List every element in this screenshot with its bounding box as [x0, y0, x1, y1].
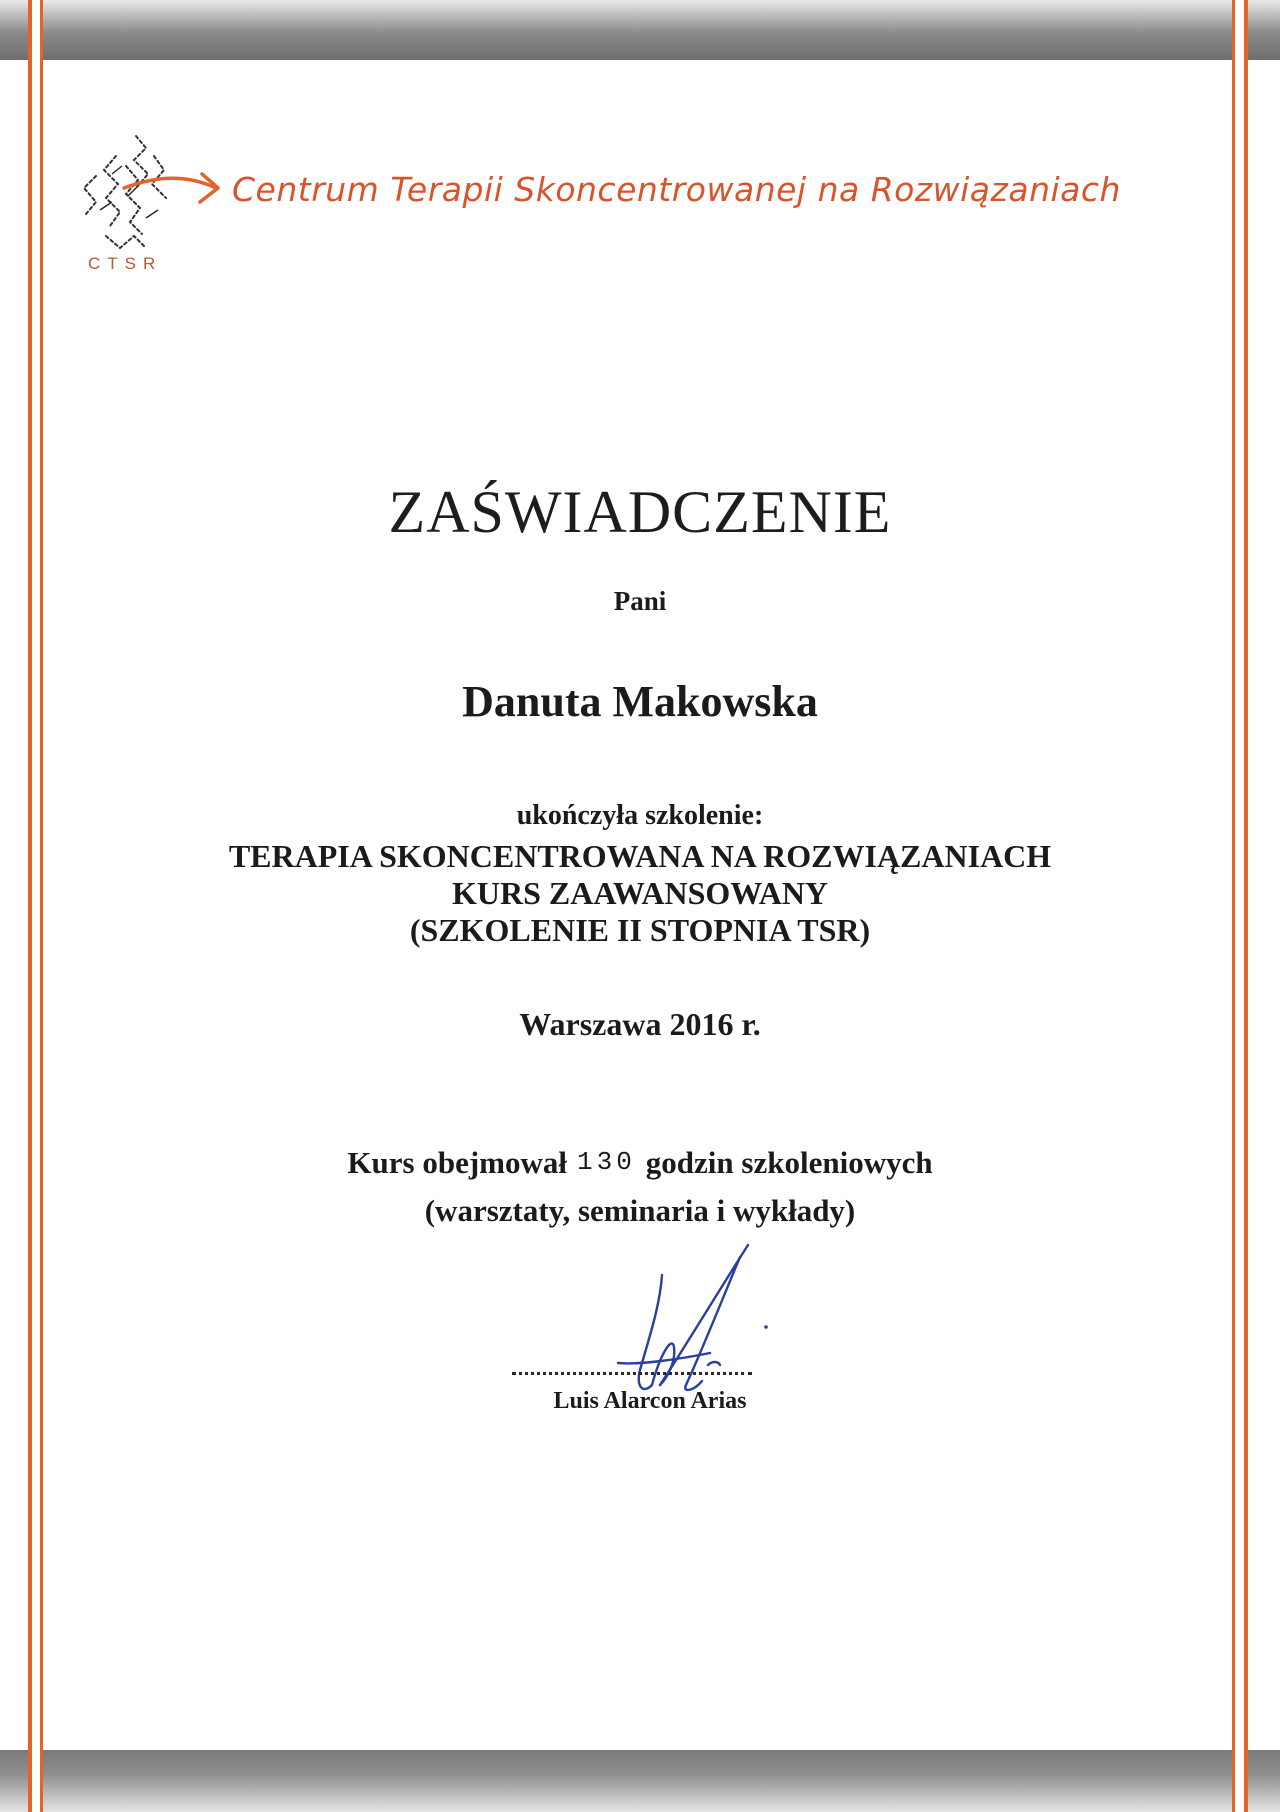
certificate-title: ZAŚWIADCZENIE: [388, 479, 892, 545]
signature-line: [512, 1372, 752, 1375]
course-level-line: KURS ZAAWANSOWANY: [451, 875, 829, 911]
top-frame-band: [0, 0, 1280, 60]
salutation: Pani: [613, 586, 667, 616]
organization-abbreviation: CTSR: [88, 254, 163, 273]
course-title-line: TERAPIA SKONCENTROWANA NA ROZWIĄZANIACH: [228, 838, 1052, 874]
completion-statement: ukończyła szkolenie:: [516, 800, 764, 831]
course-hours-block: [0, 1138, 1280, 1235]
hours-prefix: Kurs obejmował: [347, 1145, 567, 1180]
bottom-frame-band: [0, 1750, 1280, 1812]
hours-suffix: godzin szkoleniowych: [645, 1145, 933, 1180]
place-and-date: Warszawa 2016 r.: [519, 1006, 761, 1042]
recipient-name: Danuta Makowska: [462, 677, 818, 726]
course-hours-line: [0, 1138, 1280, 1187]
handwritten-signature-icon: [590, 1235, 790, 1405]
course-title-block: [0, 838, 1280, 949]
organization-name: Centrum Terapii Skoncentrowanej na Rozwiązaniach: [232, 170, 1121, 209]
hours-detail: (warsztaty, seminaria i wykłady): [424, 1193, 856, 1228]
signer-name: Luis Alarcon Arias: [553, 1388, 747, 1414]
hours-value: 130: [576, 1147, 636, 1177]
course-degree-line: (SZKOLENIE II STOPNIA TSR): [409, 912, 871, 948]
